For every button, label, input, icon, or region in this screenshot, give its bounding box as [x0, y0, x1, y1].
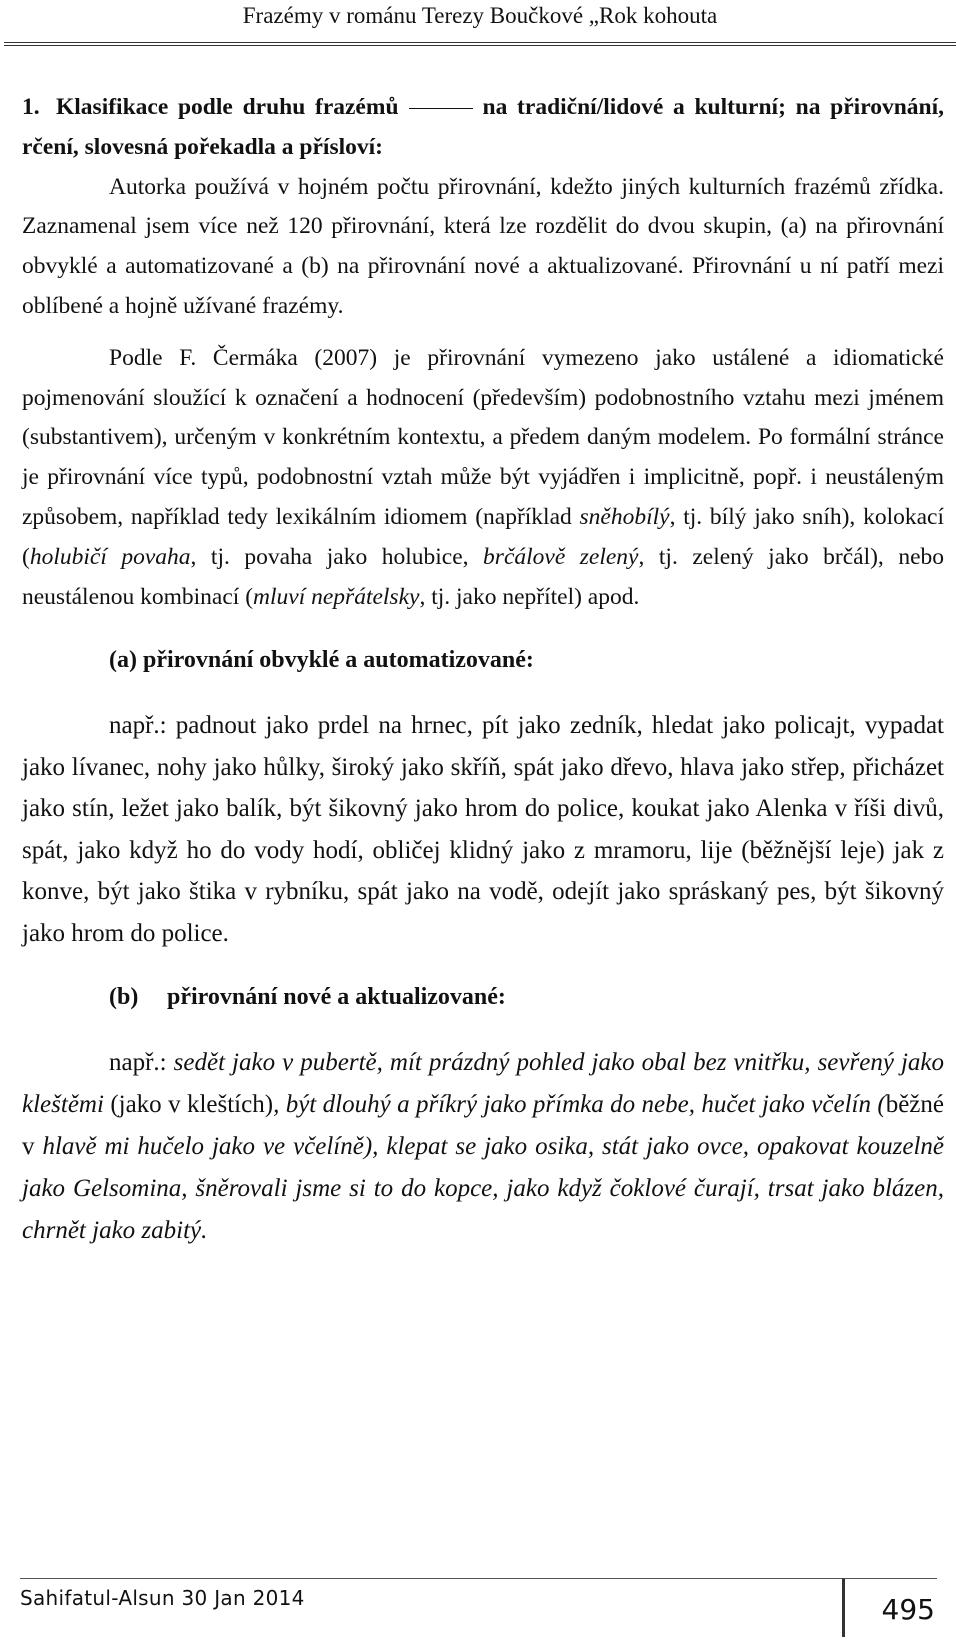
subsection-b-plain-2: běžné v: [22, 1090, 944, 1160]
p2-italic-4: mluví nepřátelsky: [253, 583, 420, 610]
section-title-b: na tradiční/lidové a kulturní; na přirovnání, rčení, slovesná pořekadla a přísloví:: [22, 94, 944, 160]
paragraph-1: Autorka používá v hojném počtu přirovnání, kdežto jiných kulturních frazémů zřídka. Zaznamenal jsem více než 120 přirovnání, která lze rozdělit do dvou skupin, (a) na přirovnání obvyklé a automatizované a (b) na přirovnání nové a aktualizované. Přirovnání u ní patří mezi oblíbené a hojně užívané frazémy.: [22, 173, 944, 319]
page-number: 495: [881, 1593, 935, 1626]
section-heading: [22, 88, 944, 168]
subsection-a-label: (a): [109, 647, 137, 674]
page-body: [22, 88, 944, 1252]
p2-text-d: , tj. zelený jako brčál), nebo neustálenou kombinací (: [22, 543, 944, 610]
p2-text-b: , tj. bílý jako sníh), kolokací (: [22, 503, 944, 570]
subsection-b-italic-1: sedět jako v pubertě, mít prázdný pohled jako obal bez vnitřku, sevřený jako kleštěmi: [22, 1048, 944, 1118]
header-rule: [4, 42, 956, 46]
page-number-box: [842, 1578, 937, 1637]
subsection-a-heading: [22, 641, 944, 681]
subsection-a-examples: [22, 705, 944, 954]
subsection-b-colon: :: [159, 1048, 174, 1076]
subsection-b-label: (b): [109, 984, 139, 1011]
subsection-b-italic-3: hlavě mi hučelo jako ve včelíně), klepat se jako osika, stát jako ovce, opakovat kouzelně jako Gelsomina, šněrovali jsme si to do kopce, jako když čoklové čurají, trsat jako blázen, chrnět jako zabitý.: [22, 1132, 945, 1244]
subsection-a-text: padnout jako prdel na hrnec, pít jako zedník, hledat jako policajt, vypadat jako lívanec, nohy jako hůlky, široký jako skříň, spát jako dřevo, hlava jako střep, přicházet jako stín, ležet jako balík, být šikovný jako hrom do police, koukat jako Alenka v říši divů, spát, jako když ho do vody hodí, obličej klidný jako z mramoru, lije (běžnější leje) jak z konve, být jako štika v rybníku, spát jako na vodě, odejít jako spráskaný pes, být šikovný jako hrom do police.: [22, 712, 944, 947]
em-dash-rule: [409, 108, 473, 109]
journal-citation: Sahifatul-Alsun 30 Jan 2014: [20, 1586, 305, 1610]
running-header: [0, 0, 960, 44]
p2-text-a: Podle F. Čermáka (2007) je přirovnání vymezeno jako ustálené a idiomatické pojmenování sloužící k označení a hodnocení (především) podobnostního vztahu mezi jménem (substantivem), určeným v konkrétním kontextu, a předem daným modelem. Po formální stránce je přirovnání více typů, podobnostní vztah může být vyjádřen i implicitně, popř. i neustáleným způsobem, například tedy lexikálním idiomem (například: [22, 344, 944, 530]
subsection-a-title: přirovnání obvyklé a automatizované:: [142, 647, 534, 674]
p2-text-c: , tj. povaha jako holubice,: [190, 543, 484, 570]
subsection-b-examples: [22, 1042, 944, 1252]
subsection-b-plain-1: (jako v kleštích): [103, 1090, 274, 1118]
subsection-b-title: přirovnání nové a aktualizované:: [167, 984, 506, 1011]
p2-text-e: , tj. jako nepřítel) apod.: [419, 583, 640, 610]
paragraph-2: [22, 339, 944, 618]
p2-italic-3: brčálově zelený: [483, 543, 639, 570]
section-number: 1.: [22, 94, 40, 120]
subsection-b-italic-2: , být dlouhý a příkrý jako přímka do nebe, hučet jako včelín (: [273, 1090, 886, 1118]
section-title-a: Klasifikace podle druhu frazémů: [56, 94, 399, 120]
page-footer: [20, 1578, 940, 1636]
p2-italic-2: holubičí povaha: [29, 543, 191, 570]
subsection-a-lead: např.:: [109, 712, 167, 740]
subsection-b-heading: [22, 978, 944, 1018]
p2-italic-1: sněhobílý: [579, 503, 670, 530]
running-title: Frazémy v románu Terezy Boučkové „Rok kohouta: [242, 3, 718, 28]
footer-rule: [20, 1578, 842, 1579]
subsection-b-lead: např.: [109, 1048, 160, 1076]
